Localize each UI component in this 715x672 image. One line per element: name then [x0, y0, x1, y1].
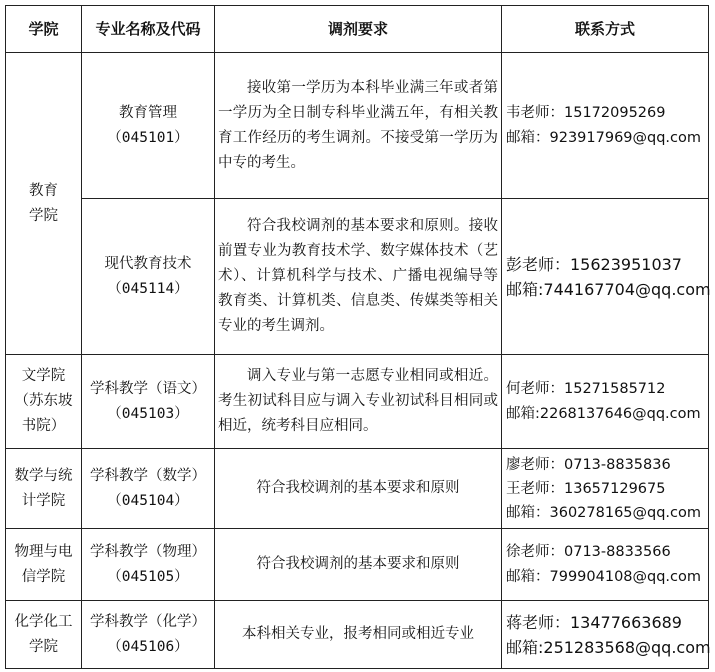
college-line: 信学院 [21, 568, 66, 585]
requirement-cell: 接收第一学历为本科毕业满三年或者第一学历为全日制专科毕业满五年，有相关教育工作经历的考生调剂。不接受第一学历为中专的考生。 [215, 53, 502, 199]
college-line: 书院） [21, 418, 66, 434]
header-requirement: 调剂要求 [215, 6, 502, 53]
major-name: 学科教学（数学） [90, 467, 206, 484]
contact-line: 何老师：15271585712 [506, 380, 666, 397]
college-line: 计学院 [21, 492, 66, 509]
requirement-cell: 符合我校调剂的基本要求和原则 [215, 449, 502, 529]
adjustment-table [5, 5, 709, 669]
table-row [6, 529, 709, 601]
major-code: （045114） [107, 280, 189, 297]
contact-line: 彭老师：15623951037 [506, 254, 682, 274]
major-name: 学科教学（物理） [90, 543, 206, 560]
major-cell [82, 601, 215, 669]
table-row [6, 355, 709, 449]
major-code: （045103） [107, 405, 189, 422]
major-code: （045101） [107, 129, 189, 146]
contact-cell [502, 601, 709, 669]
requirement-cell: 符合我校调剂的基本要求和原则。接收前置专业为教育技术学、数字媒体技术（艺术）、计算机科学与技术、广播电视编导等教育类、计算机类、信息类、传媒类等相关专业的考生调剂。 [215, 199, 502, 355]
contact-cell [502, 355, 709, 449]
major-code: （045106） [107, 638, 189, 655]
college-line: 物理与电 [14, 543, 73, 560]
college-line: 学院 [29, 638, 58, 655]
college-line: 化学化工 [14, 613, 73, 630]
contact-line: 廖老师：0713-8835836 [506, 456, 671, 473]
contact-line: 蒋老师：13477663689 [506, 612, 682, 632]
college-cell [6, 529, 82, 601]
contact-line: 邮箱:744167704@qq.com [506, 279, 711, 299]
college-cell [6, 53, 82, 355]
requirement-cell: 本科相关专业，报考相同或相近专业 [215, 601, 502, 669]
header-college: 学院 [6, 6, 82, 53]
major-name: 学科教学（化学） [90, 613, 206, 630]
contact-line: 邮箱:251283568@qq.com [506, 637, 711, 657]
requirement-cell: 符合我校调剂的基本要求和原则 [215, 529, 502, 601]
major-cell [82, 199, 215, 355]
college-line: 数学与统 [14, 467, 73, 484]
contact-cell [502, 529, 709, 601]
contact-line: 王老师：13657129675 [506, 480, 666, 497]
college-cell [6, 601, 82, 669]
contact-line: 邮箱:2268137646@qq.com [506, 405, 701, 422]
table-row [6, 53, 709, 199]
contact-cell [502, 53, 709, 199]
contact-cell [502, 449, 709, 529]
major-cell [82, 449, 215, 529]
major-cell [82, 53, 215, 199]
contact-line: 邮箱：799904108@qq.com [506, 568, 702, 585]
table-row [6, 199, 709, 355]
major-cell [82, 529, 215, 601]
major-name: 现代教育技术 [104, 255, 192, 272]
college-line: 教育 [29, 182, 58, 199]
table-row [6, 449, 709, 529]
major-code: （045104） [107, 492, 189, 509]
major-cell [82, 355, 215, 449]
contact-line: 邮箱：360278165@qq.com [506, 504, 702, 521]
header-major: 专业名称及代码 [82, 6, 215, 53]
contact-cell [502, 199, 709, 355]
header-row [6, 6, 709, 53]
college-line: （苏东坡 [14, 393, 73, 409]
major-code: （045105） [107, 568, 189, 585]
table-row [6, 601, 709, 669]
contact-line: 韦老师：15172095269 [506, 104, 666, 121]
college-line: 文学院 [21, 368, 66, 384]
college-cell [6, 355, 82, 449]
college-cell [6, 449, 82, 529]
header-contact: 联系方式 [502, 6, 709, 53]
college-line: 学院 [29, 207, 58, 224]
contact-line: 邮箱：923917969@qq.com [506, 129, 702, 146]
contact-line: 徐老师：0713-8833566 [506, 543, 671, 560]
major-name: 学科教学（语文） [90, 380, 206, 397]
major-name: 教育管理 [119, 104, 177, 121]
requirement-cell: 调入专业与第一志愿专业相同或相近。考生初试科目应与调入专业初试科目相同或相近，统考科目应相同。 [215, 355, 502, 449]
